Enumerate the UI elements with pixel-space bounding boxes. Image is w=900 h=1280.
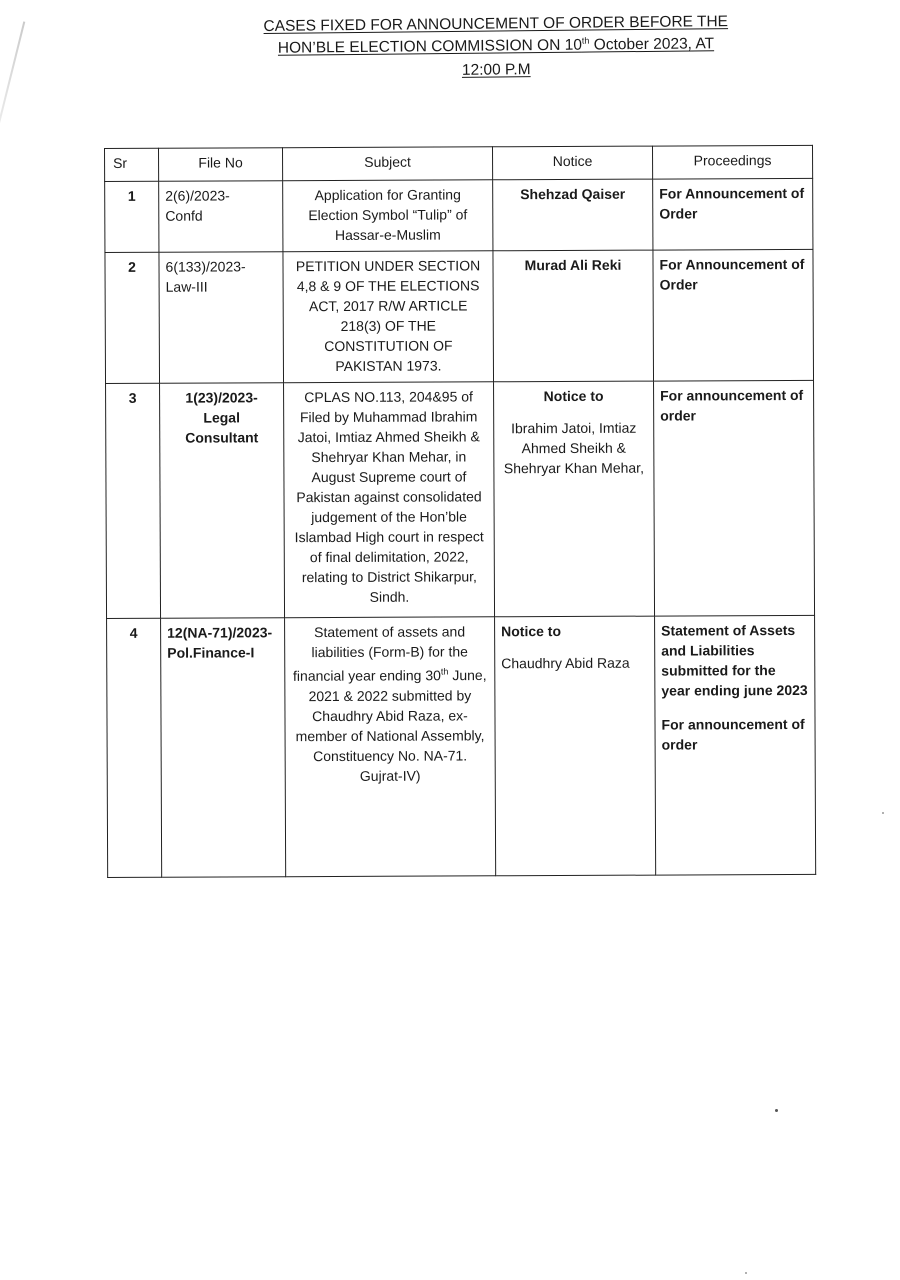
row-1-subject: Application for Granting Election Symbol “Tulip” of Hassar-e-Muslim: [283, 180, 493, 252]
row-4-subject: [285, 617, 496, 877]
row-3-notice-names: Ibrahim Jatoi, Imtiaz Ahmed Sheikh & Shehryar Khan Mehar,: [503, 419, 644, 477]
heading-line-1: CASES FIXED FOR ANNOUNCEMENT OF ORDER BEFORE THE: [263, 13, 729, 35]
row-3-subject: CPLAS NO.113, 204&95 of Filed by Muhammad Ibrahim Jatoi, Imtiaz Ahmed Sheikh & Shehryar Khan Mehar, in August Supreme court of Pakistan against consolidated judgement of the Hon’ble Islambad High court in respect of final delimitation, 2022, relating to District Shikarpur, Sindh.: [284, 382, 495, 618]
row-4-proceedings: [655, 615, 816, 875]
header-file-no: File No: [159, 148, 283, 182]
row-4-notice-label: Notice to: [501, 623, 562, 640]
row-1-notice: Shehzad Qaiser: [493, 179, 653, 251]
row-4-subject-suffix: June, 2021 & 2022 submitted by Chaudhry Abid Raza, ex-member of National Assembly, Constituency No. NA-71. Gujrat-IV): [295, 666, 487, 784]
row-4-subject-prefix: Statement of assets and liabilities (Form-B) for the financial year ending 30: [292, 623, 468, 684]
row-2-sr: 2: [105, 252, 160, 383]
row-3-notice: [494, 381, 655, 617]
row-2-file-no: 6(133)/2023- Law-III: [159, 252, 284, 384]
header-sr: Sr: [105, 148, 159, 181]
header-notice: Notice: [492, 146, 652, 180]
row-4-notice: [495, 616, 656, 876]
cases-table: [104, 145, 816, 878]
row-4-notice-names: Chaudhry Abid Raza: [501, 654, 630, 672]
row-1-proceedings: For Announcement of Order: [653, 178, 813, 250]
heading-line-2-prefix: HON’BLE ELECTION COMMISSION ON 10: [277, 36, 582, 57]
row-4-sr: 4: [107, 618, 162, 877]
row-3-sr: 3: [106, 383, 161, 618]
table-row: [105, 178, 813, 252]
row-4-file-no: 12(NA-71)/2023- Pol.Finance-I: [161, 618, 286, 878]
heading-line-3: 12:00 P.M: [461, 61, 531, 79]
header-subject: Subject: [283, 147, 493, 181]
row-2-subject: PETITION UNDER SECTION 4,8 & 9 OF THE ELECTIONS ACT, 2017 R/W ARTICLE 218(3) OF THE CONSTITUTION OF PAKISTAN 1973.: [283, 251, 494, 383]
table-row: [107, 615, 816, 877]
scan-speck: [882, 812, 884, 814]
scan-speck: [775, 1109, 778, 1112]
row-4-proceedings-announcement: For announcement of order: [661, 715, 805, 753]
row-1-file-no: 2(6)/2023- Confd: [159, 181, 283, 253]
row-2-notice: Murad Ali Reki: [493, 250, 654, 382]
row-1-sr: 1: [105, 181, 159, 252]
heading-line-2-suffix: October 2023, AT: [589, 35, 715, 54]
table-row: [106, 380, 815, 618]
row-3-notice-label: Notice to: [543, 387, 604, 405]
row-4-proceedings-statement: Statement of Assets and Liabilities submitted for the year ending june 2023: [661, 621, 808, 699]
row-3-file-no: 1(23)/2023- Legal Consultant: [160, 383, 285, 619]
table-row: [105, 249, 814, 383]
row-2-proceedings: For Announcement of Order: [653, 249, 814, 381]
heading-line-2-sup: th: [581, 35, 590, 46]
row-3-proceedings: For announcement of order: [654, 380, 815, 616]
header-proceedings: Proceedings: [652, 145, 812, 179]
table-header-row: [105, 145, 813, 181]
row-4-subject-sup: th: [440, 666, 449, 677]
document-heading: [0, 9, 900, 86]
scan-speck: [745, 1272, 747, 1274]
